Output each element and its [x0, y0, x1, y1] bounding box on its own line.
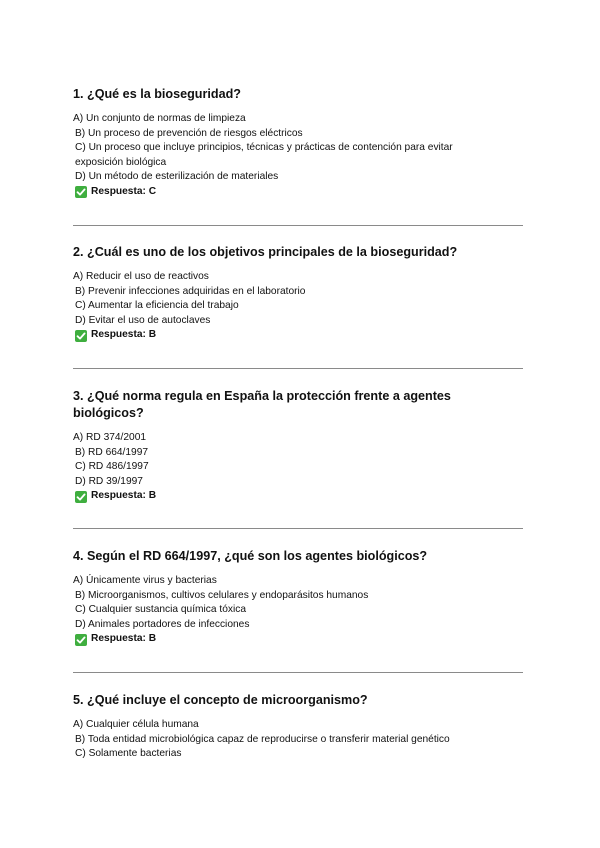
option-a: A) Reducir el uso de reactivos: [73, 271, 209, 282]
option-a: A) Un conjunto de normas de limpieza: [73, 113, 246, 124]
question-4: [73, 548, 533, 647]
answer-text: Respuesta: B: [91, 490, 157, 502]
option-c: C) Aumentar la eficiencia del trabajo: [75, 300, 239, 312]
option-b: B) Microorganismos, cultivos celulares y endoparásitos humanos: [75, 589, 369, 601]
option-b: B) Prevenir infecciones adquiridas en el laboratorio: [75, 285, 306, 297]
question-1: [73, 86, 533, 200]
check-mark-icon: [75, 491, 87, 503]
option-c: C) Solamente bacterias: [75, 748, 182, 760]
option-c: C) Cualquier sustancia química tóxica: [75, 604, 246, 616]
question-3: [73, 388, 483, 504]
option-d: D) Un método de esterilización de materiales: [75, 171, 279, 183]
question-title: 4. Según el RD 664/1997, ¿qué son los agentes biológicos?: [73, 549, 428, 563]
answer-line: [73, 489, 483, 504]
question-title: 5. ¿Qué incluye el concepto de microorganismo?: [73, 693, 368, 707]
option-b: B) Un proceso de prevención de riesgos eléctricos: [75, 127, 303, 139]
answer-text: Respuesta: C: [91, 185, 157, 197]
check-mark-icon: [75, 330, 87, 342]
question-title: 2. ¿Cuál es uno de los objetivos principales de la bioseguridad?: [73, 245, 458, 259]
question-5: [73, 692, 533, 762]
option-d: D) Evitar el uso de autoclaves: [75, 314, 211, 326]
answer-line: [73, 328, 533, 343]
question-title: 3. ¿Qué norma regula en España la protección frente a agentes biológicos?: [73, 389, 451, 420]
question-2: [73, 244, 533, 343]
check-mark-icon: [75, 186, 87, 198]
answer-line: [73, 185, 533, 200]
option-b: B) Toda entidad microbiológica capaz de reproducirse o transferir material genético: [75, 733, 450, 745]
divider: [73, 672, 523, 673]
divider: [73, 368, 523, 369]
answer-line: [73, 632, 533, 647]
option-a: A) Cualquier célula humana: [73, 719, 199, 730]
divider: [73, 225, 523, 226]
answer-text: Respuesta: B: [91, 633, 157, 645]
option-d: D) RD 39/1997: [75, 475, 143, 487]
option-d: D) Animales portadores de infecciones: [75, 618, 250, 630]
option-a: A) Únicamente virus y bacterias: [73, 575, 217, 586]
check-mark-icon: [75, 634, 87, 646]
option-a: A) RD 374/2001: [73, 432, 147, 443]
option-c: C) Un proceso que incluye principios, técnicas y prácticas de contención para evitar exposición biológica: [75, 142, 453, 168]
option-c: C) RD 486/1997: [75, 461, 149, 473]
option-b: B) RD 664/1997: [75, 446, 149, 458]
answer-text: Respuesta: B: [91, 329, 157, 341]
question-title: 1. ¿Qué es la bioseguridad?: [73, 87, 241, 101]
divider: [73, 528, 523, 529]
